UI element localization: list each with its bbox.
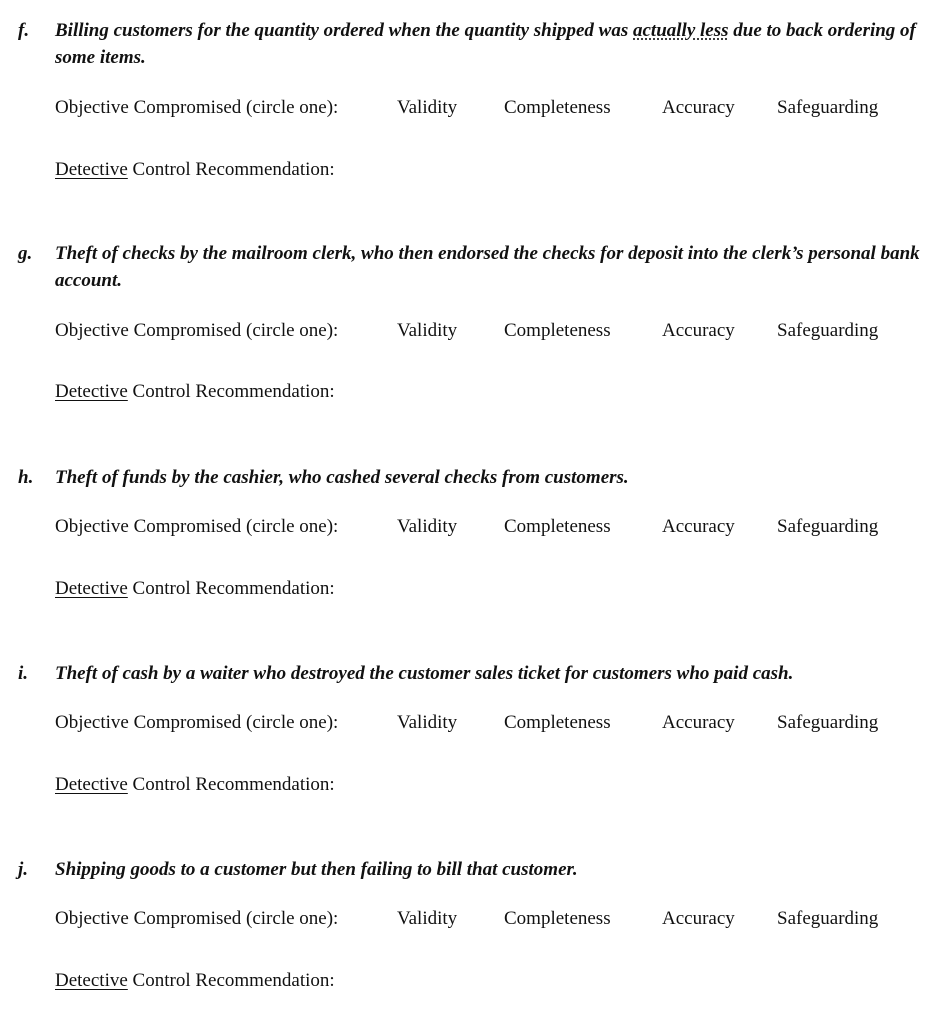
question-text: Shipping goods to a customer but then failing to bill that customer. bbox=[55, 859, 578, 880]
option-completeness[interactable]: Completeness bbox=[504, 712, 611, 733]
option-validity[interactable]: Validity bbox=[397, 97, 458, 118]
objective-label: Objective Compromised (circle one): bbox=[55, 712, 339, 733]
question-letter: f. bbox=[18, 20, 30, 41]
option-accuracy[interactable]: Accuracy bbox=[662, 97, 735, 118]
question-letter: h. bbox=[18, 467, 34, 488]
option-completeness[interactable]: Completeness bbox=[504, 320, 611, 341]
option-safeguarding[interactable]: Safeguarding bbox=[777, 712, 879, 733]
option-accuracy[interactable]: Accuracy bbox=[662, 320, 735, 341]
option-safeguarding[interactable]: Safeguarding bbox=[777, 516, 879, 537]
question-text: Theft of cash by a waiter who destroyed the customer sales ticket for customers who paid cash. bbox=[55, 663, 794, 684]
option-completeness[interactable]: Completeness bbox=[504, 516, 611, 537]
objective-label: Objective Compromised (circle one): bbox=[55, 516, 339, 537]
option-validity[interactable]: Validity bbox=[397, 320, 458, 341]
question-letter: j. bbox=[18, 859, 29, 880]
option-validity[interactable]: Validity bbox=[397, 516, 458, 537]
detective-word: Detective bbox=[55, 578, 128, 599]
recommendation-label: Control Recommendation: bbox=[127, 159, 335, 180]
objective-label: Objective Compromised (circle one): bbox=[55, 97, 339, 118]
option-accuracy[interactable]: Accuracy bbox=[662, 712, 735, 733]
option-validity[interactable]: Validity bbox=[397, 908, 458, 929]
recommendation-row-h bbox=[55, 577, 335, 601]
recommendation-label: Control Recommendation: bbox=[127, 970, 335, 991]
option-completeness[interactable]: Completeness bbox=[504, 908, 611, 929]
option-safeguarding[interactable]: Safeguarding bbox=[777, 97, 879, 118]
detective-word: Detective bbox=[55, 774, 128, 795]
recommendation-row-f bbox=[55, 158, 335, 182]
question-text: Theft of funds by the cashier, who cashed several checks from customers. bbox=[55, 467, 629, 488]
dotted-underlined-phrase: actually less bbox=[633, 20, 729, 41]
option-validity[interactable]: Validity bbox=[397, 712, 458, 733]
question-text: Billing customers for the quantity ordered when the quantity shipped was actually less due to back ordering of some items. bbox=[55, 20, 916, 68]
detective-word: Detective bbox=[55, 381, 128, 402]
recommendation-label: Control Recommendation: bbox=[127, 381, 335, 402]
detective-word: Detective bbox=[55, 970, 128, 991]
recommendation-row-i bbox=[55, 773, 335, 797]
question-text: Theft of checks by the mailroom clerk, who then endorsed the checks for deposit into the clerk’s personal bank account. bbox=[55, 243, 920, 291]
question-letter: i. bbox=[18, 663, 29, 684]
objective-label: Objective Compromised (circle one): bbox=[55, 320, 339, 341]
recommendation-label: Control Recommendation: bbox=[127, 774, 335, 795]
option-completeness[interactable]: Completeness bbox=[504, 97, 611, 118]
option-accuracy[interactable]: Accuracy bbox=[662, 908, 735, 929]
objective-label: Objective Compromised (circle one): bbox=[55, 908, 339, 929]
recommendation-row-g bbox=[55, 380, 335, 404]
recommendation-row-j bbox=[55, 969, 335, 993]
recommendation-label: Control Recommendation: bbox=[127, 578, 335, 599]
option-safeguarding[interactable]: Safeguarding bbox=[777, 908, 879, 929]
option-safeguarding[interactable]: Safeguarding bbox=[777, 320, 879, 341]
option-accuracy[interactable]: Accuracy bbox=[662, 516, 735, 537]
question-letter: g. bbox=[18, 243, 33, 264]
detective-word: Detective bbox=[55, 159, 128, 180]
